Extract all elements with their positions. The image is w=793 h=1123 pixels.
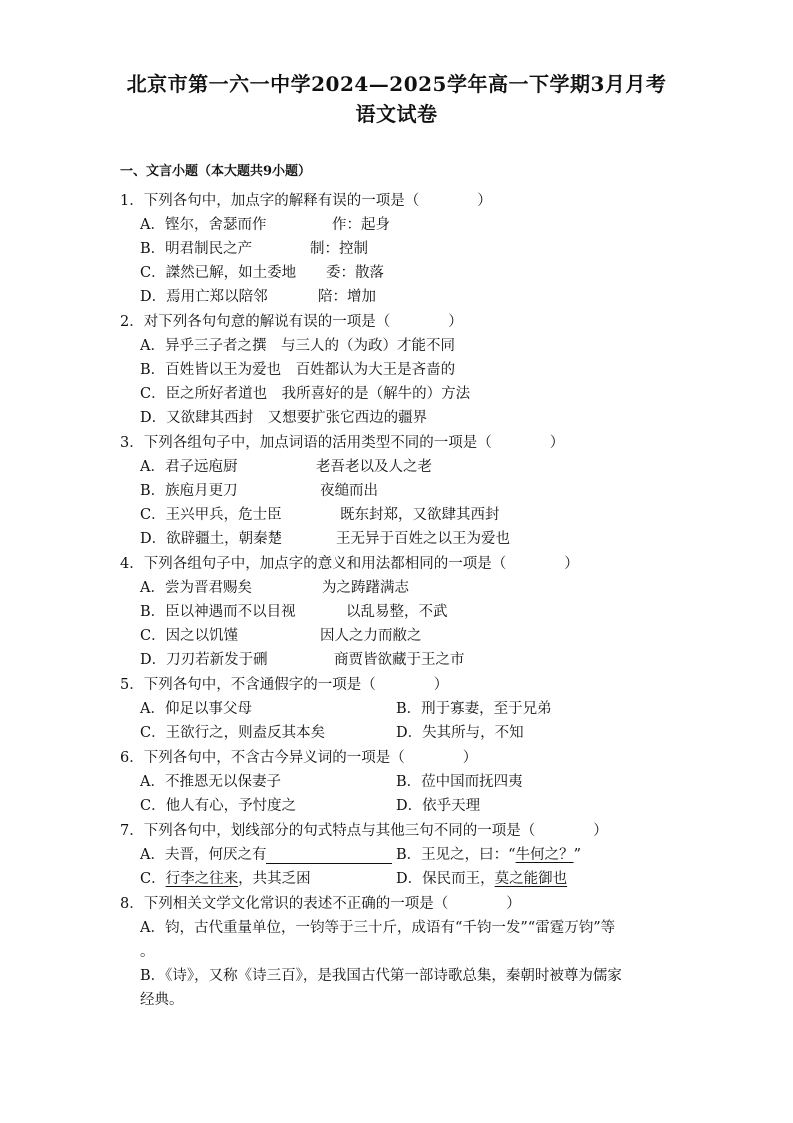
q6-option-d: D．依乎天理 — [396, 798, 481, 814]
q2-option-a: A．异乎三子者之撰 与三人的（为政）才能不同 — [140, 338, 455, 354]
q4-option-c-text: C．因之以饥馑 — [140, 628, 239, 644]
q3-option-b-pair: 夜缒而出 — [320, 483, 378, 499]
q3-option-c-text: C．王兴甲兵，危士臣 — [140, 507, 282, 523]
question-8-stem: 8．下列相关文学文化常识的表述不正确的一项是（ ） — [120, 896, 521, 912]
question-2-stem: 2．对下列各句句意的解说有误的一项是（ ） — [120, 314, 463, 330]
q4-option-a-text: A．尝为晋君赐矣 — [140, 580, 252, 596]
q1-option-a-text: A．铿尔，舍瑟而作 — [140, 217, 267, 233]
question-4-stem: 4．下列各组句子中，加点字的意义和用法都相同的一项是（ ） — [120, 556, 579, 572]
q4-option-d-pair: 商贾皆欲藏于王之市 — [334, 652, 465, 668]
q8-option-a-line1: A．钧，古代重量单位，一钧等于三十斤，成语有“千钧一发”“雷霆万钧”等 — [140, 920, 616, 936]
q7-option-a-prefix: A．夫晋， — [140, 847, 209, 863]
q3-option-d-pair: 王无异于百姓之以王为爱也 — [336, 531, 510, 547]
q3-option-a — [140, 458, 432, 476]
q3-option-c-pair: 既东封郑，又欲肆其西封 — [340, 507, 500, 523]
q5-option-c: C．王欲行之，则盍反其本矣 — [140, 725, 326, 741]
q4-option-b-pair: 以乱易整，不武 — [346, 604, 448, 620]
q4-option-a — [140, 579, 409, 597]
q8-option-a-line2: 。 — [140, 944, 155, 960]
q2-option-c: C．臣之所好者道也 我所喜好的是（解牛的）方法 — [140, 386, 471, 402]
q7-option-b — [396, 846, 581, 864]
q7-option-d — [396, 870, 567, 888]
q7-option-c-suffix: ，共其乏困 — [238, 871, 311, 887]
q5-option-b: B．刑于寡妻，至于兄弟 — [396, 701, 552, 717]
q3-option-d — [140, 530, 510, 548]
q5-option-d: D．失其所与，不知 — [396, 725, 524, 741]
q1-option-c-note: 委：散落 — [326, 265, 384, 281]
q7-option-c — [140, 870, 311, 888]
q1-option-b-note: 制：控制 — [310, 241, 368, 257]
q1-option-d — [140, 288, 376, 306]
q4-option-a-pair: 为之踌躇满志 — [322, 580, 409, 596]
q7-option-b-suffix: ” — [573, 847, 581, 863]
q7-option-c-underlined: 行李之往来 — [165, 871, 239, 887]
q1-option-c — [140, 264, 384, 282]
q1-option-a — [140, 216, 390, 234]
q4-option-c-pair: 因人之力而敝之 — [320, 628, 422, 644]
q7-option-b-underlined: 牛何之？ — [515, 847, 574, 863]
q4-option-d-text: D．刀刃若新发于硎 — [140, 652, 268, 668]
question-3-stem: 3．下列各组句子中，加点词语的活用类型不同的一项是（ ） — [120, 435, 565, 451]
q7-option-b-prefix: B．王见之，曰：“ — [396, 847, 516, 863]
q3-option-c — [140, 506, 500, 524]
q4-option-c — [140, 627, 422, 645]
q1-option-c-text: C．謋然已解，如土委地 — [140, 265, 297, 281]
q2-option-d: D．又欲肆其西封 又想要扩张它西边的疆界 — [140, 410, 428, 426]
q5-option-a: A．仰足以事父母 — [140, 701, 252, 717]
q1-option-d-note: 陪：增加 — [318, 289, 376, 305]
question-5-stem: 5．下列各句中，不含通假字的一项是（ ） — [120, 677, 449, 693]
q4-option-d — [140, 651, 465, 669]
q7-option-c-prefix: C． — [140, 871, 166, 887]
q7-option-a — [140, 846, 392, 864]
question-6-stem: 6．下列各句中，不含古今异义词的一项是（ ） — [120, 750, 478, 766]
q1-option-a-note: 作：起身 — [332, 217, 390, 233]
q3-option-a-text: A．君子远庖厨 — [140, 459, 238, 475]
q4-option-b — [140, 603, 448, 621]
q6-option-c: C．他人有心，予忖度之 — [140, 798, 297, 814]
q7-option-a-underline — [266, 849, 392, 864]
q4-option-b-text: B．臣以神遇而不以目视 — [140, 604, 296, 620]
q3-option-b — [140, 482, 378, 500]
q7-option-d-prefix: D．保民而王， — [396, 871, 495, 887]
q3-option-d-text: D．欲辟疆土，朝秦楚 — [140, 531, 283, 547]
q3-option-a-pair: 老吾老以及人之老 — [316, 459, 432, 475]
exam-title-line1: 北京市第一六一中学2024—2025学年高一下学期3月月考 — [126, 72, 667, 96]
question-1-stem: 1．下列各句中，加点字的解释有误的一项是（ ） — [120, 193, 492, 209]
question-7-stem: 7．下列各句中，划线部分的句式特点与其他三句不同的一项是（ ） — [120, 823, 608, 839]
q1-option-d-text: D．焉用亡郑以陪邻 — [140, 289, 268, 305]
q1-option-b — [140, 240, 368, 258]
exam-title-line2: 语文试卷 — [355, 102, 438, 126]
section-heading: 一、文言小题（本大题共9小题） — [120, 164, 312, 179]
q6-option-a: A．不推恩无以保妻子 — [140, 774, 281, 790]
q8-option-b-line2: 经典。 — [140, 992, 184, 1008]
q8-option-b-line1: B．《诗》，又称《诗三百》，是我国古代第一部诗歌总集，秦朝时被尊为儒家 — [140, 968, 622, 984]
q7-option-d-underlined: 莫之能御也 — [494, 871, 568, 887]
q3-option-b-text: B．族庖月更刀 — [140, 483, 238, 499]
q6-option-b: B．莅中国而抚四夷 — [396, 774, 523, 790]
q1-option-b-text: B．明君制民之产 — [140, 241, 253, 257]
q7-option-a-underlined: 何厌之有 — [208, 847, 267, 863]
q2-option-b: B．百姓皆以王为爱也 百姓都认为大王是吝啬的 — [140, 362, 456, 378]
